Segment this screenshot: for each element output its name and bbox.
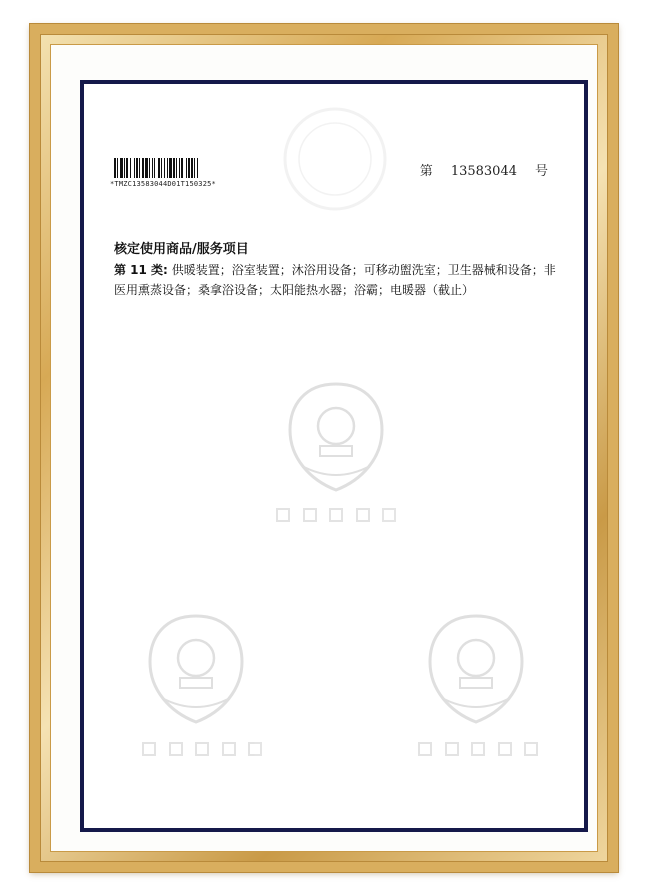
registration-suffix: 号 — [534, 164, 548, 179]
goods-items: 供暖装置；浴室装置；沐浴用设备；可移动盥洗室；卫生器械和设备；非医用熏蒸设备；桑拿浴设备；太阳能热水器；浴霸；电暖器（截止） — [114, 263, 556, 297]
emblem-caption — [142, 742, 262, 756]
emblem-caption — [418, 742, 538, 756]
national-emblem-icon — [424, 612, 528, 728]
faint-seal-watermark — [280, 104, 390, 214]
emblem-caption — [276, 508, 396, 522]
national-emblem-icon — [144, 612, 248, 728]
goods-list — [114, 260, 564, 300]
certificate-frame — [30, 24, 618, 872]
barcode-icon — [114, 158, 246, 178]
barcode-number: *TMZC13583044D01T150325* — [110, 180, 216, 188]
certificate-sheet — [80, 80, 588, 832]
goods-class-label: 第 11 类: — [114, 263, 168, 277]
national-emblem-icon — [284, 380, 388, 496]
frame-mat — [50, 44, 598, 852]
registration-prefix: 第 — [419, 164, 433, 179]
registration-number-value: 13583044 — [450, 164, 517, 179]
registration-number — [420, 160, 548, 179]
section-title: 核定使用商品/服务项目 — [114, 242, 249, 257]
